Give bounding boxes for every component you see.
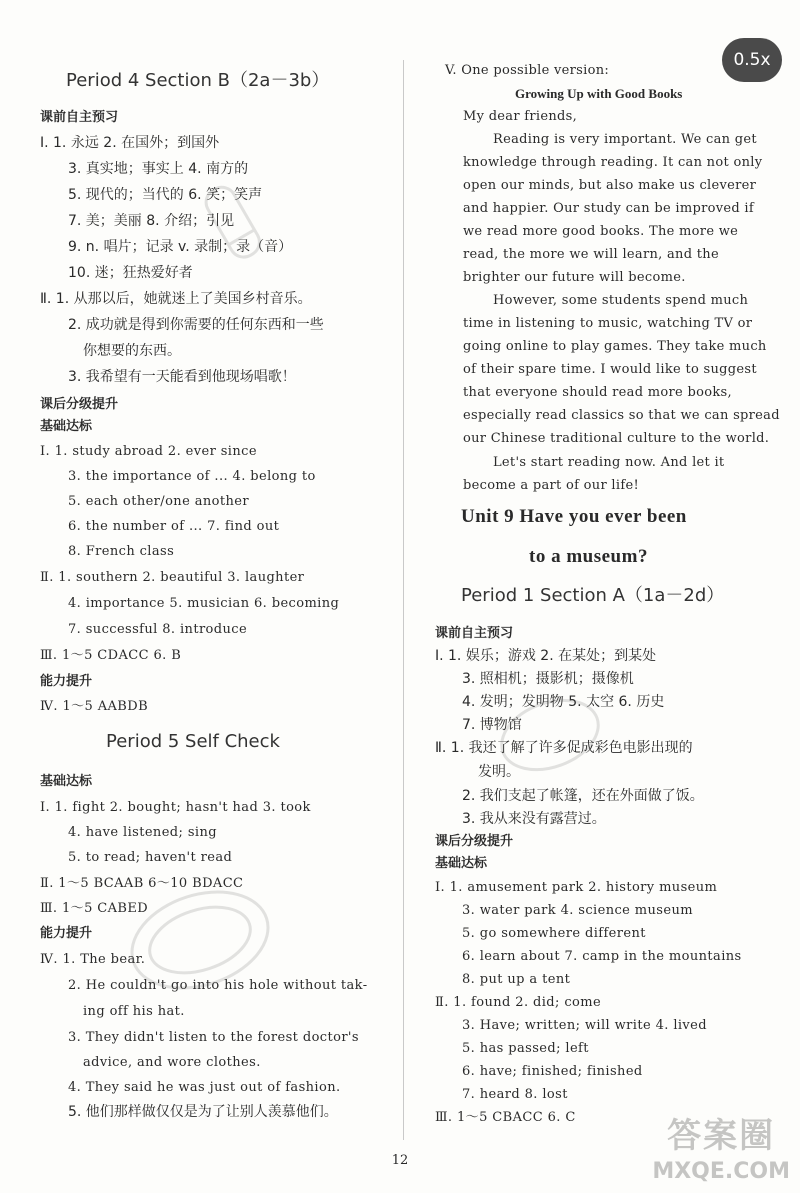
left-text-line: ing off his hat. — [83, 1004, 185, 1019]
left-text-line: Ⅰ. 1. fight 2. bought; hasn't had 3. took — [40, 800, 311, 815]
right-text-line: 3. 我从来没有露营过。 — [462, 811, 606, 827]
left-text-line: Ⅲ. 1～5 CABED — [40, 901, 149, 916]
left-text-line: 3. They didn't listen to the forest doctor's — [68, 1030, 359, 1045]
right-text-line: Growing Up with Good Books — [515, 86, 683, 101]
right-text-line: and happier. Our study can be improved if — [463, 201, 754, 216]
right-text-line: 8. put up a tent — [462, 972, 571, 987]
left-text-line: 能力提升 — [40, 674, 93, 689]
left-text-line: Ⅳ. 1. The bear. — [40, 952, 146, 967]
right-text-line: 5. go somewhere different — [462, 926, 646, 941]
right-text-line: Period 1 Section A（1a－2d） — [461, 585, 725, 606]
right-text-line: our Chinese traditional culture to the world. — [463, 431, 770, 446]
right-text-line: to a museum? — [529, 546, 648, 567]
right-text-line: become a part of our life! — [463, 478, 639, 493]
left-text-line: Ⅲ. 1～5 CDACC 6. B — [40, 648, 182, 663]
left-text-line: 2. He couldn't go into his hole without tak- — [68, 978, 368, 993]
left-text-line: 课后分级提升 — [40, 397, 119, 412]
right-text-line: Ⅱ. 1. 我还了解了许多促成彩色电影出现的 — [435, 740, 693, 756]
right-text-line: Reading is very important. We can get — [493, 132, 757, 147]
left-text-line: 4. have listened; sing — [68, 825, 217, 840]
left-text-line: Ⅱ. 1～5 BCAAB 6～10 BDACC — [40, 876, 244, 891]
right-text-line: Let's start reading now. And let it — [493, 455, 725, 470]
right-column — [405, 0, 800, 1193]
right-text-line: 5. has passed; left — [462, 1041, 589, 1056]
watermark-domain: MXQE.COM — [652, 1159, 790, 1184]
left-text-line: 课前自主预习 — [40, 110, 119, 125]
right-text-line: V. One possible version: — [445, 63, 610, 78]
watermark-brand: 答案圈 — [667, 1116, 776, 1156]
left-text-line: 基础达标 — [40, 419, 93, 434]
watermark-logo — [652, 1108, 790, 1184]
left-text-line: 7. 美；美丽 8. 介绍；引见 — [68, 213, 235, 229]
left-text-line: Ⅱ. 1. southern 2. beautiful 3. laughter — [40, 570, 305, 585]
right-text-line: of their spare time. I would like to suggest — [463, 362, 757, 377]
left-text-line: 你想要的东西。 — [83, 343, 181, 359]
right-text-line: Ⅰ. 1. 娱乐；游戏 2. 在某处；到某处 — [435, 648, 657, 664]
right-text-line: Unit 9 Have you ever been — [461, 506, 687, 527]
left-text-line: 8. French class — [68, 544, 175, 559]
right-text-line: 2. 我们支起了帐篷，还在外面做了饭。 — [462, 788, 704, 804]
page-number: 12 — [391, 1153, 409, 1168]
right-text-line: However, some students spend much — [493, 293, 749, 308]
right-text-line: My dear friends, — [463, 109, 578, 124]
left-text-line: 6. the number of ... 7. find out — [68, 519, 280, 534]
right-text-line: we read more good books. The more we — [463, 224, 739, 239]
left-text-line: 3. 真实地；事实上 4. 南方的 — [68, 161, 249, 177]
right-text-line: that everyone should read more books, — [463, 385, 732, 400]
right-text-line: 7. heard 8. lost — [462, 1087, 568, 1102]
right-text-line: 基础达标 — [435, 856, 488, 871]
left-text-line: 5. to read; haven't read — [68, 850, 233, 865]
left-text-line: 5. 现代的；当代的 6. 笑；笑声 — [68, 187, 263, 203]
right-text-line: Ⅲ. 1～5 CBACC 6. C — [435, 1110, 576, 1125]
left-text-line: 5. each other/one another — [68, 494, 249, 509]
right-text-line: 3. water park 4. science museum — [462, 903, 693, 918]
zoom-indicator[interactable]: 0.5x — [722, 38, 782, 82]
right-text-line: 6. have; finished; finished — [462, 1064, 643, 1079]
left-text-line: Ⅰ. 1. 永远 2. 在国外；到国外 — [40, 135, 220, 151]
left-text-line: advice, and wore clothes. — [83, 1055, 261, 1070]
right-text-line: 3. 照相机；摄影机；摄像机 — [462, 671, 634, 687]
left-text-line: Ⅱ. 1. 从那以后，她就迷上了美国乡村音乐。 — [40, 291, 312, 307]
right-text-line: especially read classics so that we can spread — [463, 408, 780, 423]
left-text-line: Period 4 Section B（2a－3b） — [66, 70, 330, 91]
left-text-line: 10. 迷；狂热爱好者 — [68, 265, 193, 281]
right-text-line: knowledge through reading. It can not only — [463, 155, 763, 170]
right-text-line: brighter our future will become. — [463, 270, 686, 285]
left-text-line: Ⅳ. 1～5 AABDB — [40, 699, 149, 714]
right-text-line: time in listening to music, watching TV or — [463, 316, 753, 331]
right-text-line: going online to play games. They take much — [463, 339, 767, 354]
right-text-line: 7. 博物馆 — [462, 717, 522, 733]
left-text-line: 4. They said he was just out of fashion. — [68, 1080, 341, 1095]
right-text-line: 6. learn about 7. camp in the mountains — [462, 949, 742, 964]
right-text-line: 课后分级提升 — [435, 834, 514, 849]
right-text-line: read, the more we will learn, and the — [463, 247, 719, 262]
right-text-line: 课前自主预习 — [435, 626, 514, 641]
right-text-line: 3. Have; written; will write 4. lived — [462, 1018, 707, 1033]
right-text-line: Ⅱ. 1. found 2. did; come — [435, 995, 602, 1010]
left-text-line: 3. the importance of ... 4. belong to — [68, 469, 316, 484]
column-divider — [403, 60, 404, 1140]
left-text-line: 2. 成功就是得到你需要的任何东西和一些 — [68, 317, 324, 333]
left-text-line: 5. 他们那样做仅仅是为了让别人羡慕他们。 — [68, 1104, 338, 1120]
left-text-line: Ⅰ. 1. study abroad 2. ever since — [40, 444, 257, 459]
right-text-line: open our minds, but also make us cleverer — [463, 178, 757, 193]
left-text-line: 7. successful 8. introduce — [68, 622, 248, 637]
left-text-line: 3. 我希望有一天能看到他现场唱歌！ — [68, 369, 296, 385]
right-text-line: 发明。 — [478, 764, 520, 780]
left-text-line: 9. n. 唱片；记录 v. 录制；录（音） — [68, 239, 293, 255]
right-text-line: 4. 发明；发明物 5. 太空 6. 历史 — [462, 694, 665, 710]
left-text-line: 4. importance 5. musician 6. becoming — [68, 596, 340, 611]
right-text-line: Ⅰ. 1. amusement park 2. history museum — [435, 880, 718, 895]
left-text-line: 能力提升 — [40, 926, 93, 941]
left-text-line: 基础达标 — [40, 774, 93, 789]
left-text-line: Period 5 Self Check — [106, 731, 280, 752]
